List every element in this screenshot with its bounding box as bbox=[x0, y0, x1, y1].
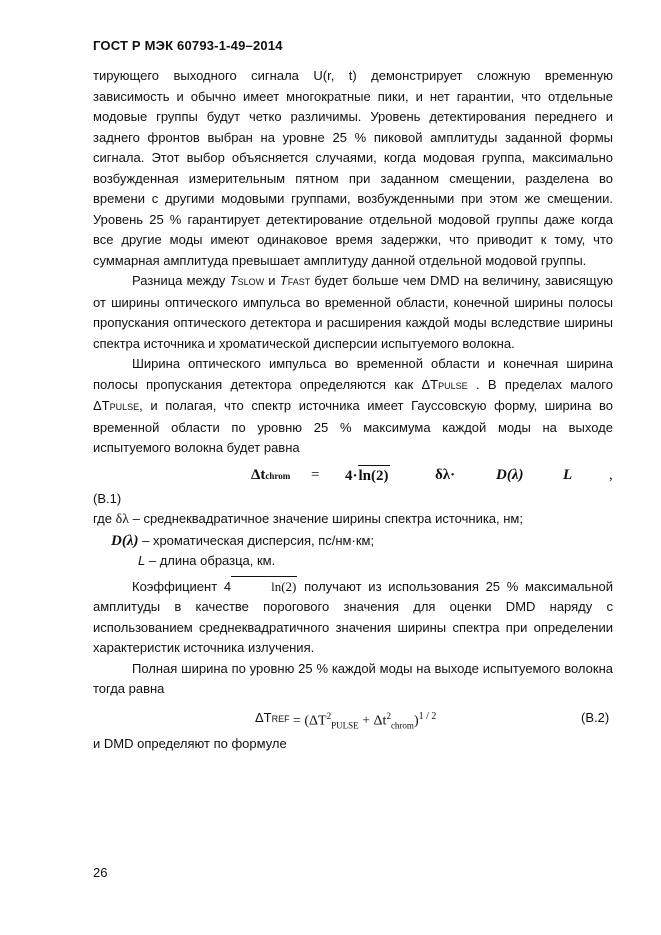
page-number: 26 bbox=[93, 865, 108, 880]
formula-b2 bbox=[93, 700, 613, 734]
formula-b1 bbox=[93, 459, 613, 489]
paragraph-tslow-tfast: Разница между TSLOW и TFAST будет больше чем DMD на величину, зависящую от ширины оптического импульса во временной области, конечной ширины полосы пропускания оптического детектора и расширения каждой моды вследствие ширины спектра источника и хроматической дисперсии испытуемого волокна. bbox=[93, 273, 613, 351]
formula-b1-dispersion: D(λ) bbox=[496, 466, 524, 483]
formula-b2-rhs: = $(\Delta T^2_{PULSE} + \Delta t^2_{chrom})^{1 / 2}$ bbox=[293, 710, 437, 730]
formula-b1-comma: , bbox=[609, 466, 613, 483]
standard-header: ГОСТ Р МЭК 60793-1-49–2014 bbox=[93, 38, 283, 53]
paragraph-coefficient: Коэффициент 4 ln(2) получают из использования 25 % максимальной амплитуды в качестве порогового значения для оценки DMD наряду с использованием среднеквадратичного значения ширины спектра при определении характеристик источника излучения. bbox=[93, 576, 613, 659]
where-length: L – длина образца, км. bbox=[138, 553, 276, 568]
formula-b1-length: L bbox=[563, 466, 573, 483]
paragraph-mode-detection: тирующего выходного сигнала U(r, t) демонстрирует сложную временную зависимость и обычно имеет многократные пики, и нет гарантии, что отдельные модовые группы будут четко различимы. Уровень детектирования переднего и заднего фронтов выбран на уровне 25 % пиковой амплитуды заданной формы сигнала. Этот выбор объясняется случаями, когда модовая группа, максимально возбужденная измерительным пятном при заданном смещении, разделена во времени с другими модовыми группами, возбужденными при этом же смещении. Уровень 25 % гарантирует детектирование отдельной модовой группы даже когда все другие моды имеют одинаковое время задержки, что приводит к тому, что суммарная амплитуда превышает амплитуду данной отдельной модовой группы. bbox=[93, 68, 613, 268]
paragraph-full-width: Полная ширина по уровню 25 % каждой моды на выходе испытуемого волокна тогда равна bbox=[93, 660, 613, 696]
formula-b1-lhs: Δtchrom bbox=[251, 466, 291, 483]
formula-b1-equals: = bbox=[311, 466, 320, 483]
paragraph-dmd-formula: и DMD определяют по формуле bbox=[93, 735, 287, 751]
formula-b1-dlambda: δλ· bbox=[435, 466, 456, 483]
where-delta-lambda: где δλ – среднеквадратичное значение ширины спектра источника, нм; bbox=[93, 511, 523, 527]
formula-b1-number: (B.1) bbox=[93, 490, 122, 506]
formula-b2-number: (B.2) bbox=[581, 709, 610, 725]
document-body bbox=[93, 66, 613, 754]
formula-b2-lhs: ΔTREF bbox=[255, 709, 290, 725]
formula-b1-coef: 4·ln(2) bbox=[345, 465, 390, 487]
where-dispersion: D(λ) – хроматическая дисперсия, пс/нм·км; bbox=[111, 532, 375, 549]
paragraph-pulse-width: Ширина оптического импульса во временной области и конечная ширина полосы пропускания детектора определяются как ΔTPULSE . В пределах малого ΔTPULSE, и полагая, что спектр источника имеет Гауссовскую форму, ширина во временной области по уровню 25 % максимума каждой моды на выходе испытуемого волокна будет равна bbox=[93, 356, 613, 455]
